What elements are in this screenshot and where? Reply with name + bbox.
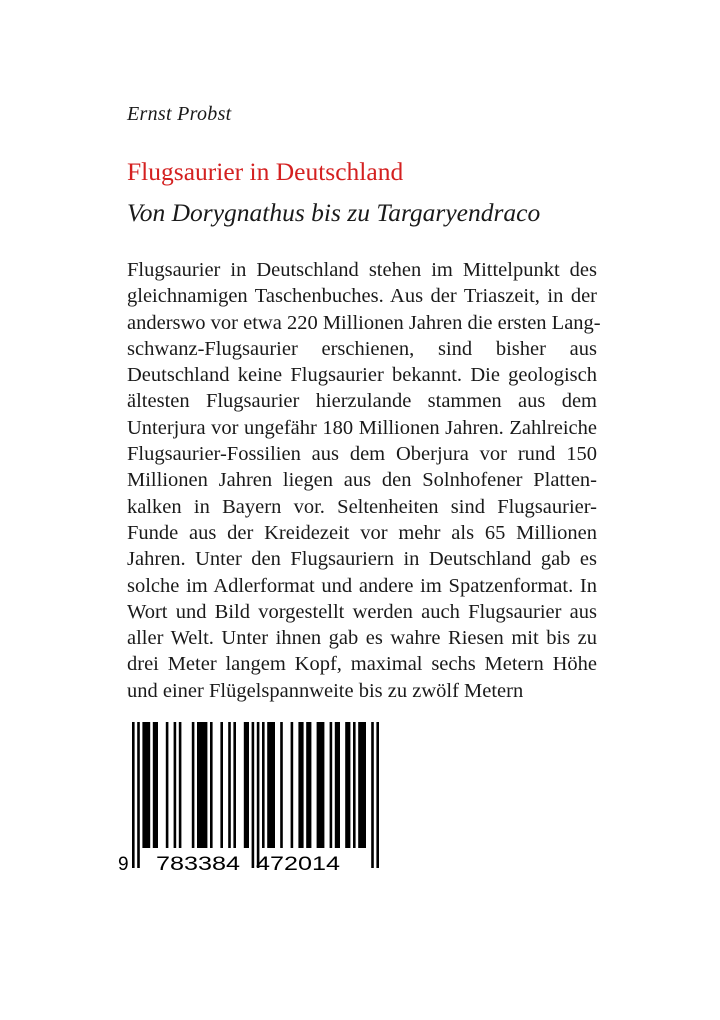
barcode-bar: [174, 722, 177, 848]
barcode-digit-group-left: 783384: [156, 854, 241, 874]
barcode-bar: [280, 722, 283, 848]
blurb-line: kalken in Bayern vor. Seltenheiten sind Flugsaurier-: [127, 495, 597, 518]
blurb-line: schwanz-Flugsaurier erschienen, sind bisher aus: [127, 337, 597, 360]
isbn-barcode: [118, 722, 380, 874]
blurb-line: anderswo vor etwa 220 Millionen Jahren die ersten Lang-: [127, 311, 601, 334]
barcode-guard-bar: [376, 722, 379, 868]
barcode-bar: [330, 722, 333, 848]
barcode-bar: [192, 722, 195, 848]
barcode-digit-lead: 9: [118, 854, 129, 874]
barcode-bar: [244, 722, 249, 848]
barcode-bar: [197, 722, 207, 848]
barcode-guard-bar: [257, 722, 260, 868]
blurb-line: ältesten Flugsaurier hierzulande stammen aus dem: [127, 390, 597, 413]
blurb-line: Wort und Bild vorgestellt werden auch Flugsaurier aus: [127, 600, 597, 623]
barcode-bar: [335, 722, 340, 848]
book-title: Flugsaurier in Deutschland: [127, 157, 404, 186]
book-subtitle: Von Dorygnathus bis zu Targaryendraco: [127, 198, 541, 227]
barcode-bar: [353, 722, 356, 848]
barcode-bar: [210, 722, 213, 848]
barcode-bar: [267, 722, 275, 848]
barcode-bars: [132, 722, 379, 868]
blurb-line: gleichnamigen Taschenbuches. Aus der Triaszeit, in der: [127, 285, 597, 308]
blurb-line: Jahren. Unter den Flugsauriern in Deutschland gab es: [127, 548, 597, 571]
barcode-bar: [228, 722, 231, 848]
barcode-bar: [233, 722, 236, 848]
barcode-bar: [220, 722, 223, 848]
barcode-bar: [291, 722, 294, 848]
barcode-bar: [166, 722, 169, 848]
barcode-bar: [317, 722, 325, 848]
barcode-bar: [179, 722, 182, 848]
blurb-line: Funde aus der Kreidezeit vor mehr als 65 Millionen: [127, 521, 597, 544]
barcode-digit-group-right: 472014: [256, 854, 341, 874]
blurb-line: Millionen Jahren liegen aus den Solnhofener Platten-: [127, 469, 597, 492]
barcode-bar: [345, 722, 350, 848]
barcode-bar: [298, 722, 303, 848]
blurb-line: aller Welt. Unter ihnen gab es wahre Riesen mit bis zu: [127, 627, 597, 650]
blurb-line: Unterjura vor ungefähr 180 Millionen Jahren. Zahlreiche: [127, 416, 597, 439]
blurb-line: solche im Adlerformat und andere im Spatzenformat. In: [127, 574, 597, 597]
blurb-line: drei Meter langem Kopf, maximal sechs Metern Höhe: [127, 653, 597, 676]
blurb-text: [127, 257, 601, 704]
blurb-line: Flugsaurier in Deutschland stehen im Mittelpunkt des: [127, 259, 597, 281]
blurb-line: Deutschland keine Flugsaurier bekannt. Die geologisch: [127, 364, 597, 387]
barcode-digits: [118, 854, 341, 874]
blurb-line: und einer Flügelspannweite bis zu zwölf Metern: [127, 679, 524, 702]
author-name: Ernst Probst: [127, 103, 232, 125]
barcode-guard-bar: [371, 722, 374, 868]
barcode-guard-bar: [137, 722, 140, 868]
barcode-bar: [153, 722, 158, 848]
barcode-bar: [262, 722, 265, 848]
barcode-guard-bar: [252, 722, 255, 868]
barcode-guard-bar: [132, 722, 135, 868]
barcode-bar: [358, 722, 366, 848]
barcode-bar: [306, 722, 311, 848]
blurb-line: Flugsaurier-Fossilien aus dem Oberjura vor rund 150: [127, 443, 597, 466]
barcode-bar: [142, 722, 150, 848]
